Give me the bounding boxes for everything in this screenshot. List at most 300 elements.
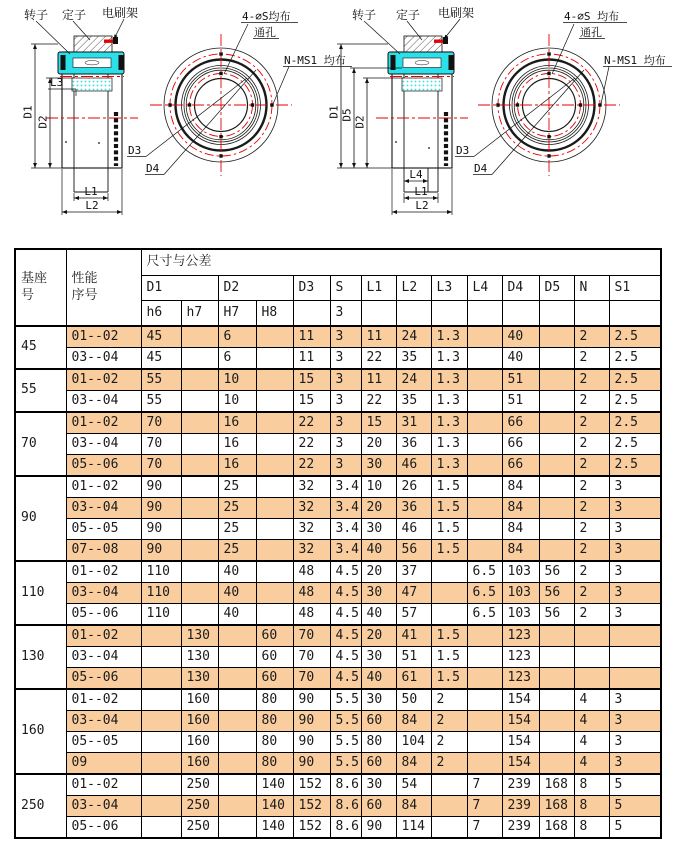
header-tolerance-cell: H7 bbox=[218, 301, 256, 327]
dimension-value-cell: 123 bbox=[502, 647, 539, 668]
performance-seq-cell: 01--02 bbox=[66, 689, 141, 711]
dimension-value-cell: 103 bbox=[502, 561, 539, 583]
dimension-value-cell: 90 bbox=[293, 732, 330, 753]
dimension-value-cell bbox=[218, 753, 256, 775]
dimension-value-cell bbox=[181, 604, 218, 626]
dimension-value-cell: 2 bbox=[431, 689, 467, 711]
dimension-value-cell: 2.5 bbox=[609, 412, 661, 434]
dimension-value-cell: 4.5 bbox=[330, 625, 361, 647]
dimension-value-cell: 2.5 bbox=[609, 434, 661, 455]
dimension-table-wrap bbox=[14, 248, 675, 839]
dimension-value-cell: 57 bbox=[396, 604, 431, 626]
performance-seq-cell: 03--04 bbox=[66, 711, 141, 732]
dimension-value-cell bbox=[467, 326, 502, 348]
dimension-value-cell: 25 bbox=[218, 498, 256, 519]
dimension-value-cell: 4.5 bbox=[330, 647, 361, 668]
dimension-value-cell: 40 bbox=[218, 604, 256, 626]
dimension-value-cell: 5.5 bbox=[330, 689, 361, 711]
dimension-value-cell: 8.6 bbox=[330, 774, 361, 796]
dimension-value-cell: 160 bbox=[181, 753, 218, 775]
table-row bbox=[15, 604, 661, 626]
header-tolerance-cell: 3 bbox=[330, 301, 361, 327]
dimension-value-cell: 2 bbox=[574, 540, 609, 562]
dimension-value-cell bbox=[141, 711, 181, 732]
table-row bbox=[15, 498, 661, 519]
header-dim-l3: L3 bbox=[431, 276, 467, 301]
dimension-value-cell: 10 bbox=[361, 476, 396, 498]
header-dims-title: 尺寸与公差 bbox=[141, 249, 661, 276]
dimension-value-cell: 1.3 bbox=[431, 369, 467, 391]
dimension-value-cell bbox=[218, 668, 256, 690]
dimension-value-cell: 48 bbox=[293, 561, 330, 583]
dimension-value-cell: 47 bbox=[396, 583, 431, 604]
dimension-value-cell: 239 bbox=[502, 774, 539, 796]
dimension-value-cell: 70 bbox=[141, 434, 181, 455]
dimension-value-cell: 80 bbox=[256, 689, 293, 711]
dimension-value-cell bbox=[256, 412, 293, 434]
dimension-value-cell: 154 bbox=[502, 732, 539, 753]
dimension-value-cell: 1.3 bbox=[431, 391, 467, 413]
dimension-value-cell: 30 bbox=[361, 647, 396, 668]
dimension-value-cell: 2 bbox=[574, 369, 609, 391]
dimension-value-cell bbox=[539, 455, 574, 477]
dimension-value-cell bbox=[539, 498, 574, 519]
rotor-ring-section bbox=[402, 78, 442, 91]
dimension-value-cell: 160 bbox=[181, 711, 218, 732]
dimension-value-cell: 46 bbox=[396, 519, 431, 540]
dimension-value-cell: 3 bbox=[609, 519, 661, 540]
dimension-value-cell: 3 bbox=[330, 455, 361, 477]
stator-label: 定子 bbox=[62, 8, 87, 22]
dimension-value-cell bbox=[181, 455, 218, 477]
dimension-value-cell bbox=[539, 476, 574, 498]
table-row bbox=[15, 540, 661, 562]
dimension-value-cell bbox=[141, 796, 181, 817]
d2-dim-label: D2 bbox=[353, 115, 367, 129]
dimension-value-cell bbox=[539, 668, 574, 690]
dimension-value-cell: 60 bbox=[256, 668, 293, 690]
performance-seq-cell: 09 bbox=[66, 753, 141, 775]
dimension-value-cell bbox=[539, 732, 574, 753]
dimension-value-cell: 103 bbox=[502, 604, 539, 626]
dimension-value-cell: 3 bbox=[330, 391, 361, 413]
dimension-value-cell bbox=[539, 412, 574, 434]
dimension-value-cell: 6 bbox=[218, 348, 256, 370]
dimension-value-cell: 3 bbox=[609, 753, 661, 775]
dimension-value-cell: 8.6 bbox=[330, 796, 361, 817]
performance-seq-cell: 05--05 bbox=[66, 732, 141, 753]
dimension-value-cell: 60 bbox=[361, 711, 396, 732]
dimension-value-cell: 84 bbox=[396, 711, 431, 732]
dimension-value-cell: 1.3 bbox=[431, 412, 467, 434]
dimension-value-cell: 20 bbox=[361, 561, 396, 583]
brush-holder-label: 电刷架 bbox=[102, 6, 139, 20]
dimension-value-cell: 20 bbox=[361, 498, 396, 519]
dimension-value-cell: 4.5 bbox=[330, 583, 361, 604]
performance-seq-cell: 03--04 bbox=[66, 498, 141, 519]
base-number-cell: 45 bbox=[15, 326, 66, 369]
dimension-value-cell: 250 bbox=[181, 817, 218, 839]
dimension-value-cell: 4 bbox=[574, 753, 609, 775]
dimension-value-cell bbox=[256, 561, 293, 583]
table-row bbox=[15, 753, 661, 775]
dimension-value-cell: 25 bbox=[218, 519, 256, 540]
l2-dim-label: L2 bbox=[415, 199, 429, 212]
dimension-value-cell: 168 bbox=[539, 774, 574, 796]
dimension-value-cell: 30 bbox=[361, 519, 396, 540]
dimension-value-cell bbox=[431, 604, 467, 626]
dimension-value-cell: 40 bbox=[361, 540, 396, 562]
rotor-label: 转子 bbox=[24, 8, 49, 22]
performance-seq-cell: 01--02 bbox=[66, 625, 141, 647]
performance-seq-cell: 03--04 bbox=[66, 796, 141, 817]
table-row bbox=[15, 817, 661, 839]
dimension-value-cell bbox=[574, 668, 609, 690]
dimension-value-cell: 60 bbox=[361, 796, 396, 817]
header-tolerance-cell bbox=[431, 301, 467, 327]
dimension-value-cell bbox=[431, 774, 467, 796]
dimension-value-cell: 104 bbox=[396, 732, 431, 753]
dimension-value-cell: 41 bbox=[396, 625, 431, 647]
table-row bbox=[15, 348, 661, 370]
dimension-value-cell: 60 bbox=[361, 753, 396, 775]
dimension-value-cell: 6.5 bbox=[467, 583, 502, 604]
l3-dim-label: L3 bbox=[50, 76, 64, 89]
dimension-value-cell bbox=[256, 476, 293, 498]
dimension-value-cell: 110 bbox=[141, 561, 181, 583]
dimension-value-cell bbox=[467, 498, 502, 519]
dimension-value-cell: 2 bbox=[574, 412, 609, 434]
dimension-value-cell: 3 bbox=[609, 540, 661, 562]
table-row bbox=[15, 583, 661, 604]
dimension-value-cell bbox=[218, 647, 256, 668]
dimension-value-cell: 90 bbox=[293, 711, 330, 732]
dimension-value-cell: 84 bbox=[502, 498, 539, 519]
front-view-left bbox=[127, 9, 352, 176]
dimension-value-cell bbox=[467, 625, 502, 647]
l2-dim-label: L2 bbox=[85, 199, 99, 212]
dimension-value-cell: 70 bbox=[141, 455, 181, 477]
header-dim-l1: L1 bbox=[361, 276, 396, 301]
d4-dim-label: D4 bbox=[146, 162, 160, 175]
dimension-value-cell: 66 bbox=[502, 412, 539, 434]
dimension-value-cell: 40 bbox=[361, 604, 396, 626]
dimension-value-cell: 8.6 bbox=[330, 817, 361, 839]
dimension-value-cell: 3 bbox=[330, 326, 361, 348]
dimension-value-cell bbox=[256, 583, 293, 604]
dimension-value-cell: 152 bbox=[293, 774, 330, 796]
dimension-value-cell: 3.4 bbox=[330, 519, 361, 540]
dimension-value-cell bbox=[141, 753, 181, 775]
performance-seq-cell: 05--05 bbox=[66, 519, 141, 540]
dimension-value-cell: 40 bbox=[502, 326, 539, 348]
dimension-value-cell: 2 bbox=[574, 583, 609, 604]
dimension-value-cell bbox=[256, 455, 293, 477]
dimension-value-cell: 154 bbox=[502, 711, 539, 732]
dimension-value-cell: 2 bbox=[574, 326, 609, 348]
header-dim-l2: L2 bbox=[396, 276, 431, 301]
dimension-value-cell: 90 bbox=[293, 689, 330, 711]
dimension-value-cell: 130 bbox=[181, 647, 218, 668]
dimension-value-cell: 3 bbox=[609, 604, 661, 626]
l1-dim-label: L1 bbox=[414, 185, 428, 198]
dimension-value-cell: 22 bbox=[293, 412, 330, 434]
table-row bbox=[15, 561, 661, 583]
d3-dim-label: D3 bbox=[128, 144, 142, 157]
dimension-value-cell: 168 bbox=[539, 817, 574, 839]
dimension-value-cell: 80 bbox=[256, 711, 293, 732]
dimension-value-cell bbox=[256, 348, 293, 370]
dimension-value-cell bbox=[181, 326, 218, 348]
dimension-value-cell: 24 bbox=[396, 369, 431, 391]
dimension-value-cell bbox=[218, 732, 256, 753]
dimension-value-cell: 40 bbox=[218, 583, 256, 604]
dimension-value-cell: 1.3 bbox=[431, 326, 467, 348]
dimension-value-cell: 22 bbox=[361, 391, 396, 413]
dimension-value-cell: 4 bbox=[574, 732, 609, 753]
performance-seq-cell: 01--02 bbox=[66, 561, 141, 583]
dimension-value-cell: 239 bbox=[502, 796, 539, 817]
dimension-value-cell: 16 bbox=[218, 455, 256, 477]
brush-mark bbox=[104, 40, 114, 43]
dimension-value-cell: 2 bbox=[431, 711, 467, 732]
dimension-value-cell: 48 bbox=[293, 583, 330, 604]
side-view-right bbox=[328, 5, 475, 215]
dimension-value-cell: 239 bbox=[502, 817, 539, 839]
dimension-value-cell: 2 bbox=[574, 391, 609, 413]
dimension-value-cell: 84 bbox=[502, 540, 539, 562]
rotor-label: 转子 bbox=[352, 8, 377, 22]
dimension-value-cell bbox=[539, 519, 574, 540]
dimension-value-cell: 22 bbox=[293, 455, 330, 477]
dimension-value-cell: 152 bbox=[293, 817, 330, 839]
dimension-value-cell: 1.5 bbox=[431, 668, 467, 690]
dimension-value-cell: 5.5 bbox=[330, 753, 361, 775]
dimension-value-cell: 140 bbox=[256, 796, 293, 817]
base-number-cell: 55 bbox=[15, 369, 66, 412]
dimension-value-cell: 2.5 bbox=[609, 391, 661, 413]
dimension-value-cell: 2.5 bbox=[609, 326, 661, 348]
dimension-value-cell: 40 bbox=[502, 348, 539, 370]
dimension-value-cell bbox=[539, 647, 574, 668]
dimension-value-cell: 40 bbox=[361, 668, 396, 690]
dimension-value-cell: 30 bbox=[361, 455, 396, 477]
dimension-value-cell: 6.5 bbox=[467, 604, 502, 626]
dimension-value-cell: 10 bbox=[218, 391, 256, 413]
dimension-value-cell bbox=[141, 732, 181, 753]
dimension-value-cell bbox=[181, 476, 218, 498]
table-row bbox=[15, 369, 661, 391]
dimension-value-cell bbox=[181, 498, 218, 519]
dimension-value-cell: 4.5 bbox=[330, 561, 361, 583]
technical-drawings bbox=[0, 0, 675, 235]
table-row bbox=[15, 476, 661, 498]
dimension-value-cell bbox=[467, 476, 502, 498]
dimension-value-cell: 32 bbox=[293, 519, 330, 540]
dimension-value-cell: 20 bbox=[361, 625, 396, 647]
dimension-value-cell bbox=[141, 689, 181, 711]
dimension-value-cell: 3 bbox=[609, 689, 661, 711]
dimension-value-cell: 5.5 bbox=[330, 711, 361, 732]
performance-seq-cell: 01--02 bbox=[66, 326, 141, 348]
header-tolerance-cell bbox=[361, 301, 396, 327]
dimension-value-cell: 51 bbox=[396, 647, 431, 668]
dimension-value-cell: 32 bbox=[293, 476, 330, 498]
dimension-value-cell: 140 bbox=[256, 817, 293, 839]
dimension-value-cell: 32 bbox=[293, 540, 330, 562]
table-row bbox=[15, 519, 661, 540]
dimension-value-cell: 25 bbox=[218, 540, 256, 562]
dimension-value-cell: 3.4 bbox=[330, 476, 361, 498]
header-perf-col-label: 性能序号 bbox=[71, 271, 98, 303]
dimension-value-cell bbox=[539, 540, 574, 562]
holes-callout-line1: 4-∅S 均布 bbox=[564, 10, 620, 23]
performance-seq-cell: 03--04 bbox=[66, 391, 141, 413]
dimension-value-cell: 2 bbox=[574, 434, 609, 455]
dimension-value-cell: 60 bbox=[256, 647, 293, 668]
performance-seq-cell: 05--06 bbox=[66, 817, 141, 839]
dimension-value-cell: 90 bbox=[141, 540, 181, 562]
l4-dim-label: L4 bbox=[409, 168, 423, 181]
dimension-value-cell bbox=[467, 668, 502, 690]
dimension-value-cell: 26 bbox=[396, 476, 431, 498]
dimension-value-cell bbox=[539, 689, 574, 711]
header-base-col bbox=[15, 249, 66, 326]
table-row bbox=[15, 796, 661, 817]
header-perf-col bbox=[66, 249, 141, 326]
dimension-value-cell: 15 bbox=[293, 369, 330, 391]
dimension-value-cell bbox=[256, 434, 293, 455]
dimension-value-cell bbox=[467, 412, 502, 434]
dimension-value-cell bbox=[141, 774, 181, 796]
table-row bbox=[15, 455, 661, 477]
base-number-cell: 110 bbox=[15, 561, 66, 625]
dimension-value-cell: 4 bbox=[574, 711, 609, 732]
table-row bbox=[15, 625, 661, 647]
header-tolerance-cell bbox=[539, 301, 574, 327]
dimension-value-cell: 2 bbox=[431, 732, 467, 753]
dimension-value-cell bbox=[431, 817, 467, 839]
dimension-value-cell bbox=[181, 391, 218, 413]
dimension-value-cell bbox=[431, 561, 467, 583]
dimension-value-cell: 60 bbox=[256, 625, 293, 647]
performance-seq-cell: 05--06 bbox=[66, 604, 141, 626]
dimension-value-cell: 54 bbox=[396, 774, 431, 796]
dimension-value-cell: 8 bbox=[574, 796, 609, 817]
dimension-value-cell: 80 bbox=[256, 732, 293, 753]
dimension-value-cell: 3 bbox=[609, 498, 661, 519]
dimension-value-cell: 20 bbox=[361, 434, 396, 455]
dimension-value-cell bbox=[539, 348, 574, 370]
dimension-value-cell: 4 bbox=[574, 689, 609, 711]
dimension-value-cell: 56 bbox=[396, 540, 431, 562]
d5-dim-label: D5 bbox=[340, 108, 354, 122]
dimension-value-cell bbox=[181, 540, 218, 562]
dimension-value-cell: 90 bbox=[141, 519, 181, 540]
dimension-value-cell: 154 bbox=[502, 689, 539, 711]
dimension-value-cell: 2 bbox=[574, 476, 609, 498]
dimension-value-cell bbox=[539, 326, 574, 348]
dimension-value-cell: 37 bbox=[396, 561, 431, 583]
dimension-value-cell: 45 bbox=[141, 326, 181, 348]
dimension-value-cell: 70 bbox=[293, 625, 330, 647]
dimension-value-cell: 4.5 bbox=[330, 604, 361, 626]
performance-seq-cell: 05--06 bbox=[66, 455, 141, 477]
dimension-value-cell bbox=[609, 668, 661, 690]
dimension-value-cell bbox=[539, 753, 574, 775]
dimension-value-cell bbox=[218, 817, 256, 839]
dimension-value-cell bbox=[181, 561, 218, 583]
performance-seq-cell: 03--04 bbox=[66, 434, 141, 455]
dimension-value-cell: 56 bbox=[539, 583, 574, 604]
side-view-left bbox=[21, 5, 142, 215]
dimension-value-cell: 50 bbox=[396, 689, 431, 711]
front-view-right bbox=[455, 9, 672, 176]
dimension-value-cell: 3.4 bbox=[330, 498, 361, 519]
dimension-value-cell: 84 bbox=[502, 519, 539, 540]
dimension-value-cell: 1.5 bbox=[431, 519, 467, 540]
performance-seq-cell: 01--02 bbox=[66, 774, 141, 796]
dimension-value-cell bbox=[141, 668, 181, 690]
dimension-value-cell bbox=[218, 711, 256, 732]
dimension-value-cell: 250 bbox=[181, 796, 218, 817]
dimension-value-cell: 90 bbox=[141, 476, 181, 498]
dimension-value-cell: 15 bbox=[361, 412, 396, 434]
base-number-cell: 90 bbox=[15, 476, 66, 561]
dimension-value-cell bbox=[467, 753, 502, 775]
dimension-value-cell: 1.5 bbox=[431, 476, 467, 498]
dimension-value-cell: 3 bbox=[609, 711, 661, 732]
dimension-value-cell: 90 bbox=[293, 753, 330, 775]
dimension-value-cell: 3 bbox=[609, 561, 661, 583]
dimension-value-cell: 123 bbox=[502, 668, 539, 690]
dimension-value-cell: 2 bbox=[574, 348, 609, 370]
table-row bbox=[15, 326, 661, 348]
dimension-value-cell: 30 bbox=[361, 774, 396, 796]
dimension-value-cell: 90 bbox=[361, 817, 396, 839]
dimension-value-cell: 80 bbox=[361, 732, 396, 753]
dimension-value-cell: 110 bbox=[141, 604, 181, 626]
dimension-value-cell: 55 bbox=[141, 391, 181, 413]
table-row bbox=[15, 434, 661, 455]
dimension-value-cell bbox=[574, 625, 609, 647]
dimension-value-cell bbox=[467, 391, 502, 413]
dimension-value-cell: 250 bbox=[181, 774, 218, 796]
dimension-value-cell: 11 bbox=[361, 326, 396, 348]
d2-dim-label: D2 bbox=[36, 115, 50, 129]
dimension-value-cell bbox=[467, 689, 502, 711]
dimension-value-cell: 6.5 bbox=[467, 561, 502, 583]
dimension-value-cell bbox=[539, 625, 574, 647]
dimension-value-cell: 7 bbox=[467, 796, 502, 817]
header-tolerance-cell bbox=[502, 301, 539, 327]
dimension-value-cell: 1.5 bbox=[431, 540, 467, 562]
base-number-cell: 160 bbox=[15, 689, 66, 774]
dimension-value-cell: 70 bbox=[141, 412, 181, 434]
table-row bbox=[15, 689, 661, 711]
dimension-value-cell bbox=[539, 391, 574, 413]
dimension-value-cell: 25 bbox=[218, 476, 256, 498]
dimension-value-cell: 3 bbox=[330, 369, 361, 391]
dimension-value-cell: 3 bbox=[609, 583, 661, 604]
dimension-value-cell: 24 bbox=[396, 326, 431, 348]
dimension-value-cell: 123 bbox=[502, 625, 539, 647]
dimension-value-cell bbox=[181, 369, 218, 391]
dimension-value-cell: 11 bbox=[361, 369, 396, 391]
performance-seq-cell: 01--02 bbox=[66, 369, 141, 391]
performance-seq-cell: 07--08 bbox=[66, 540, 141, 562]
l1-dim-label: L1 bbox=[84, 185, 98, 198]
